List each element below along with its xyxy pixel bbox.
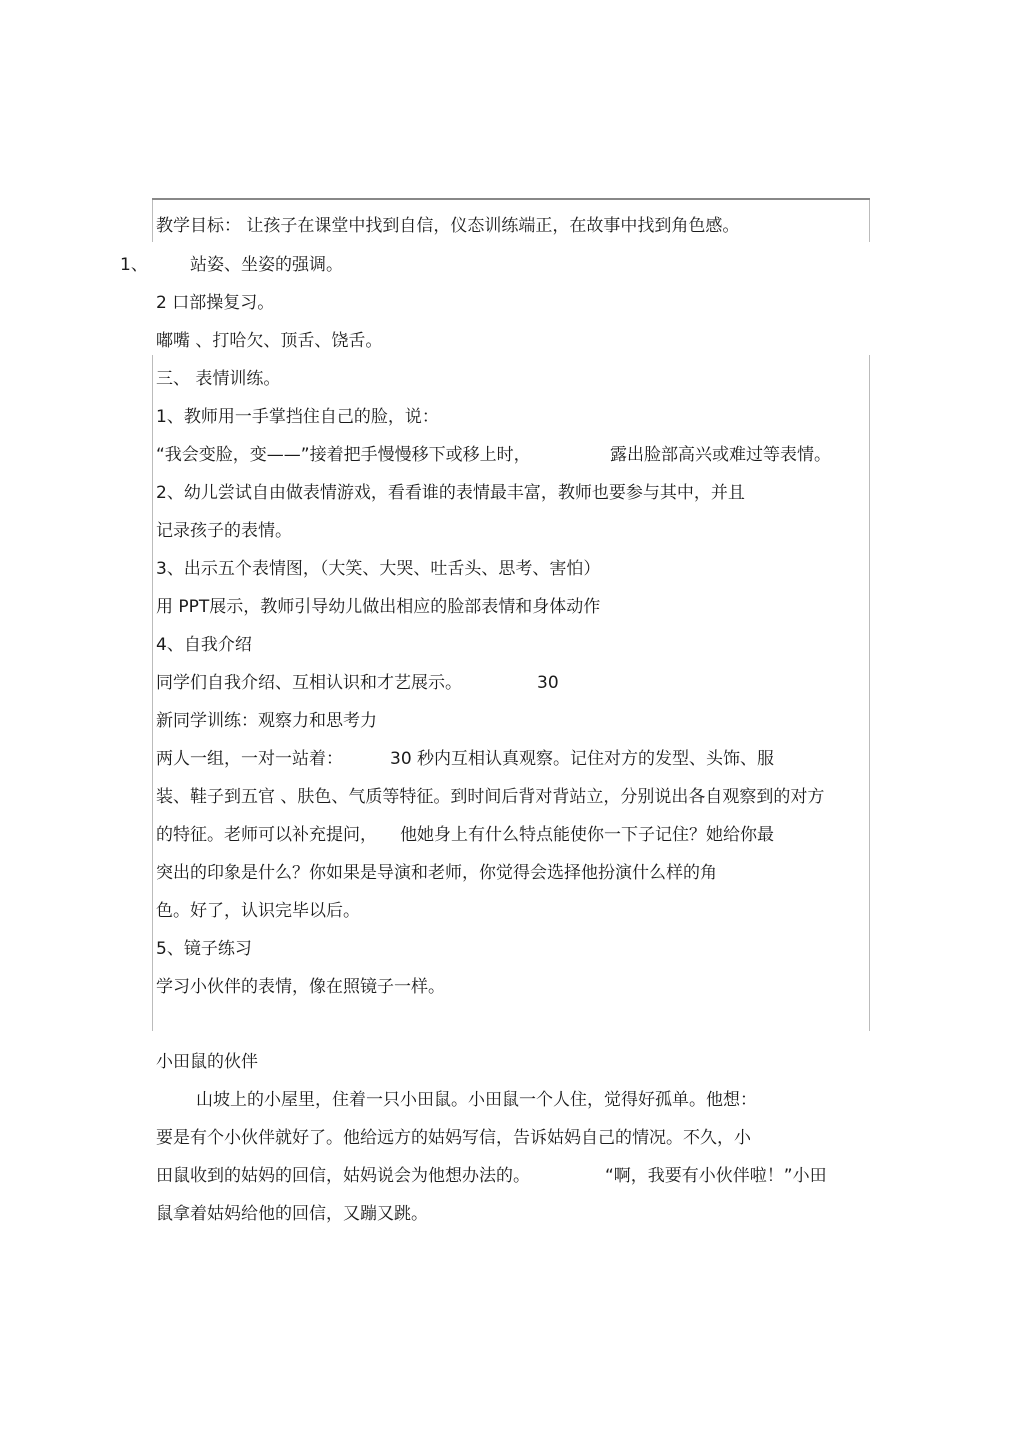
paragraph-text: 露出脸部高兴或难过等表情。 [610,445,831,465]
paragraph-text: 两人一组，一对一站着： [156,749,343,769]
paragraph-text: 新同学训练：观察力和思考力 [156,711,377,731]
table-border-right-lower [869,355,870,1031]
paragraph-text: 突出的印象是什么？你如果是导演和老师，你觉得会选择他扮演什么样的角 [156,863,717,883]
story-title: 小田鼠的伙伴 [156,1052,258,1072]
list-item: 嘟嘴 、打哈欠、顶舌、饶舌。 [156,331,383,351]
list-item: 4、自我介绍 [156,635,252,655]
story-text: 田鼠收到的姑妈的回信，姑妈说会为他想办法的。 [156,1166,530,1186]
teaching-objective: 教学目标： 让孩子在课堂中找到自信，仪态训练端正，在故事中找到角色感。 [156,216,740,236]
section-heading: 三、 表情训练。 [156,369,281,389]
list-item: 2、幼儿尝试自由做表情游戏，看看谁的表情最丰富，教师也要参与其中，并且 [156,483,745,503]
list-item: 1、教师用一手掌挡住自己的脸，说： [156,407,439,427]
table-border-left-lower [152,355,153,1031]
story-text: 要是有个小伙伴就好了。他给远方的姑妈写信，告诉姑妈自己的情况。不久，小 [156,1128,751,1148]
story-text: 山坡上的小屋里，住着一只小田鼠。小田鼠一个人住，觉得好孤单。他想： [196,1090,757,1110]
list-item: 3、出示五个表情图，（大笑、大哭、吐舌头、思考、害怕） [156,559,601,579]
story-text: “啊，我要有小伙伴啦！”小田 [605,1166,827,1186]
list-item: 站姿、坐姿的强调。 [190,255,343,275]
paragraph-text: 装、鞋子到五官 、肤色、气质等特征。到时间后背对背站立，分别说出各自观察到的对方 [156,787,825,807]
paragraph-text: 他她身上有什么特点能使你一下子记住？她给你最 [400,825,774,845]
table-border-left [152,200,153,242]
paragraph-text: “我会变脸，变——”接着把手慢慢移下或移上时， [156,445,531,465]
paragraph-text: 30 秒内互相认真观察。记住对方的发型、头饰、服 [390,749,775,769]
paragraph-text: 色。好了，认识完毕以后。 [156,901,360,921]
paragraph-text: 学习小伙伴的表情，像在照镜子一样。 [156,977,445,997]
paragraph-text: 的特征。老师可以补充提问， [156,825,377,845]
paragraph-text: 用 PPT展示，教师引导幼儿做出相应的脸部表情和身体动作 [156,597,601,617]
paragraph-text: 同学们自我介绍、互相认识和才艺展示。 [156,673,462,693]
item-number: 1、 [120,255,148,275]
story-text: 鼠拿着姑妈给他的回信，又蹦又跳。 [156,1204,428,1224]
table-border-right [869,200,870,242]
paragraph-text: 30 [537,673,559,693]
list-item: 2 口部操复习。 [156,293,275,313]
top-rule [152,198,870,200]
paragraph-text: 记录孩子的表情。 [156,521,292,541]
list-item: 5、镜子练习 [156,939,252,959]
